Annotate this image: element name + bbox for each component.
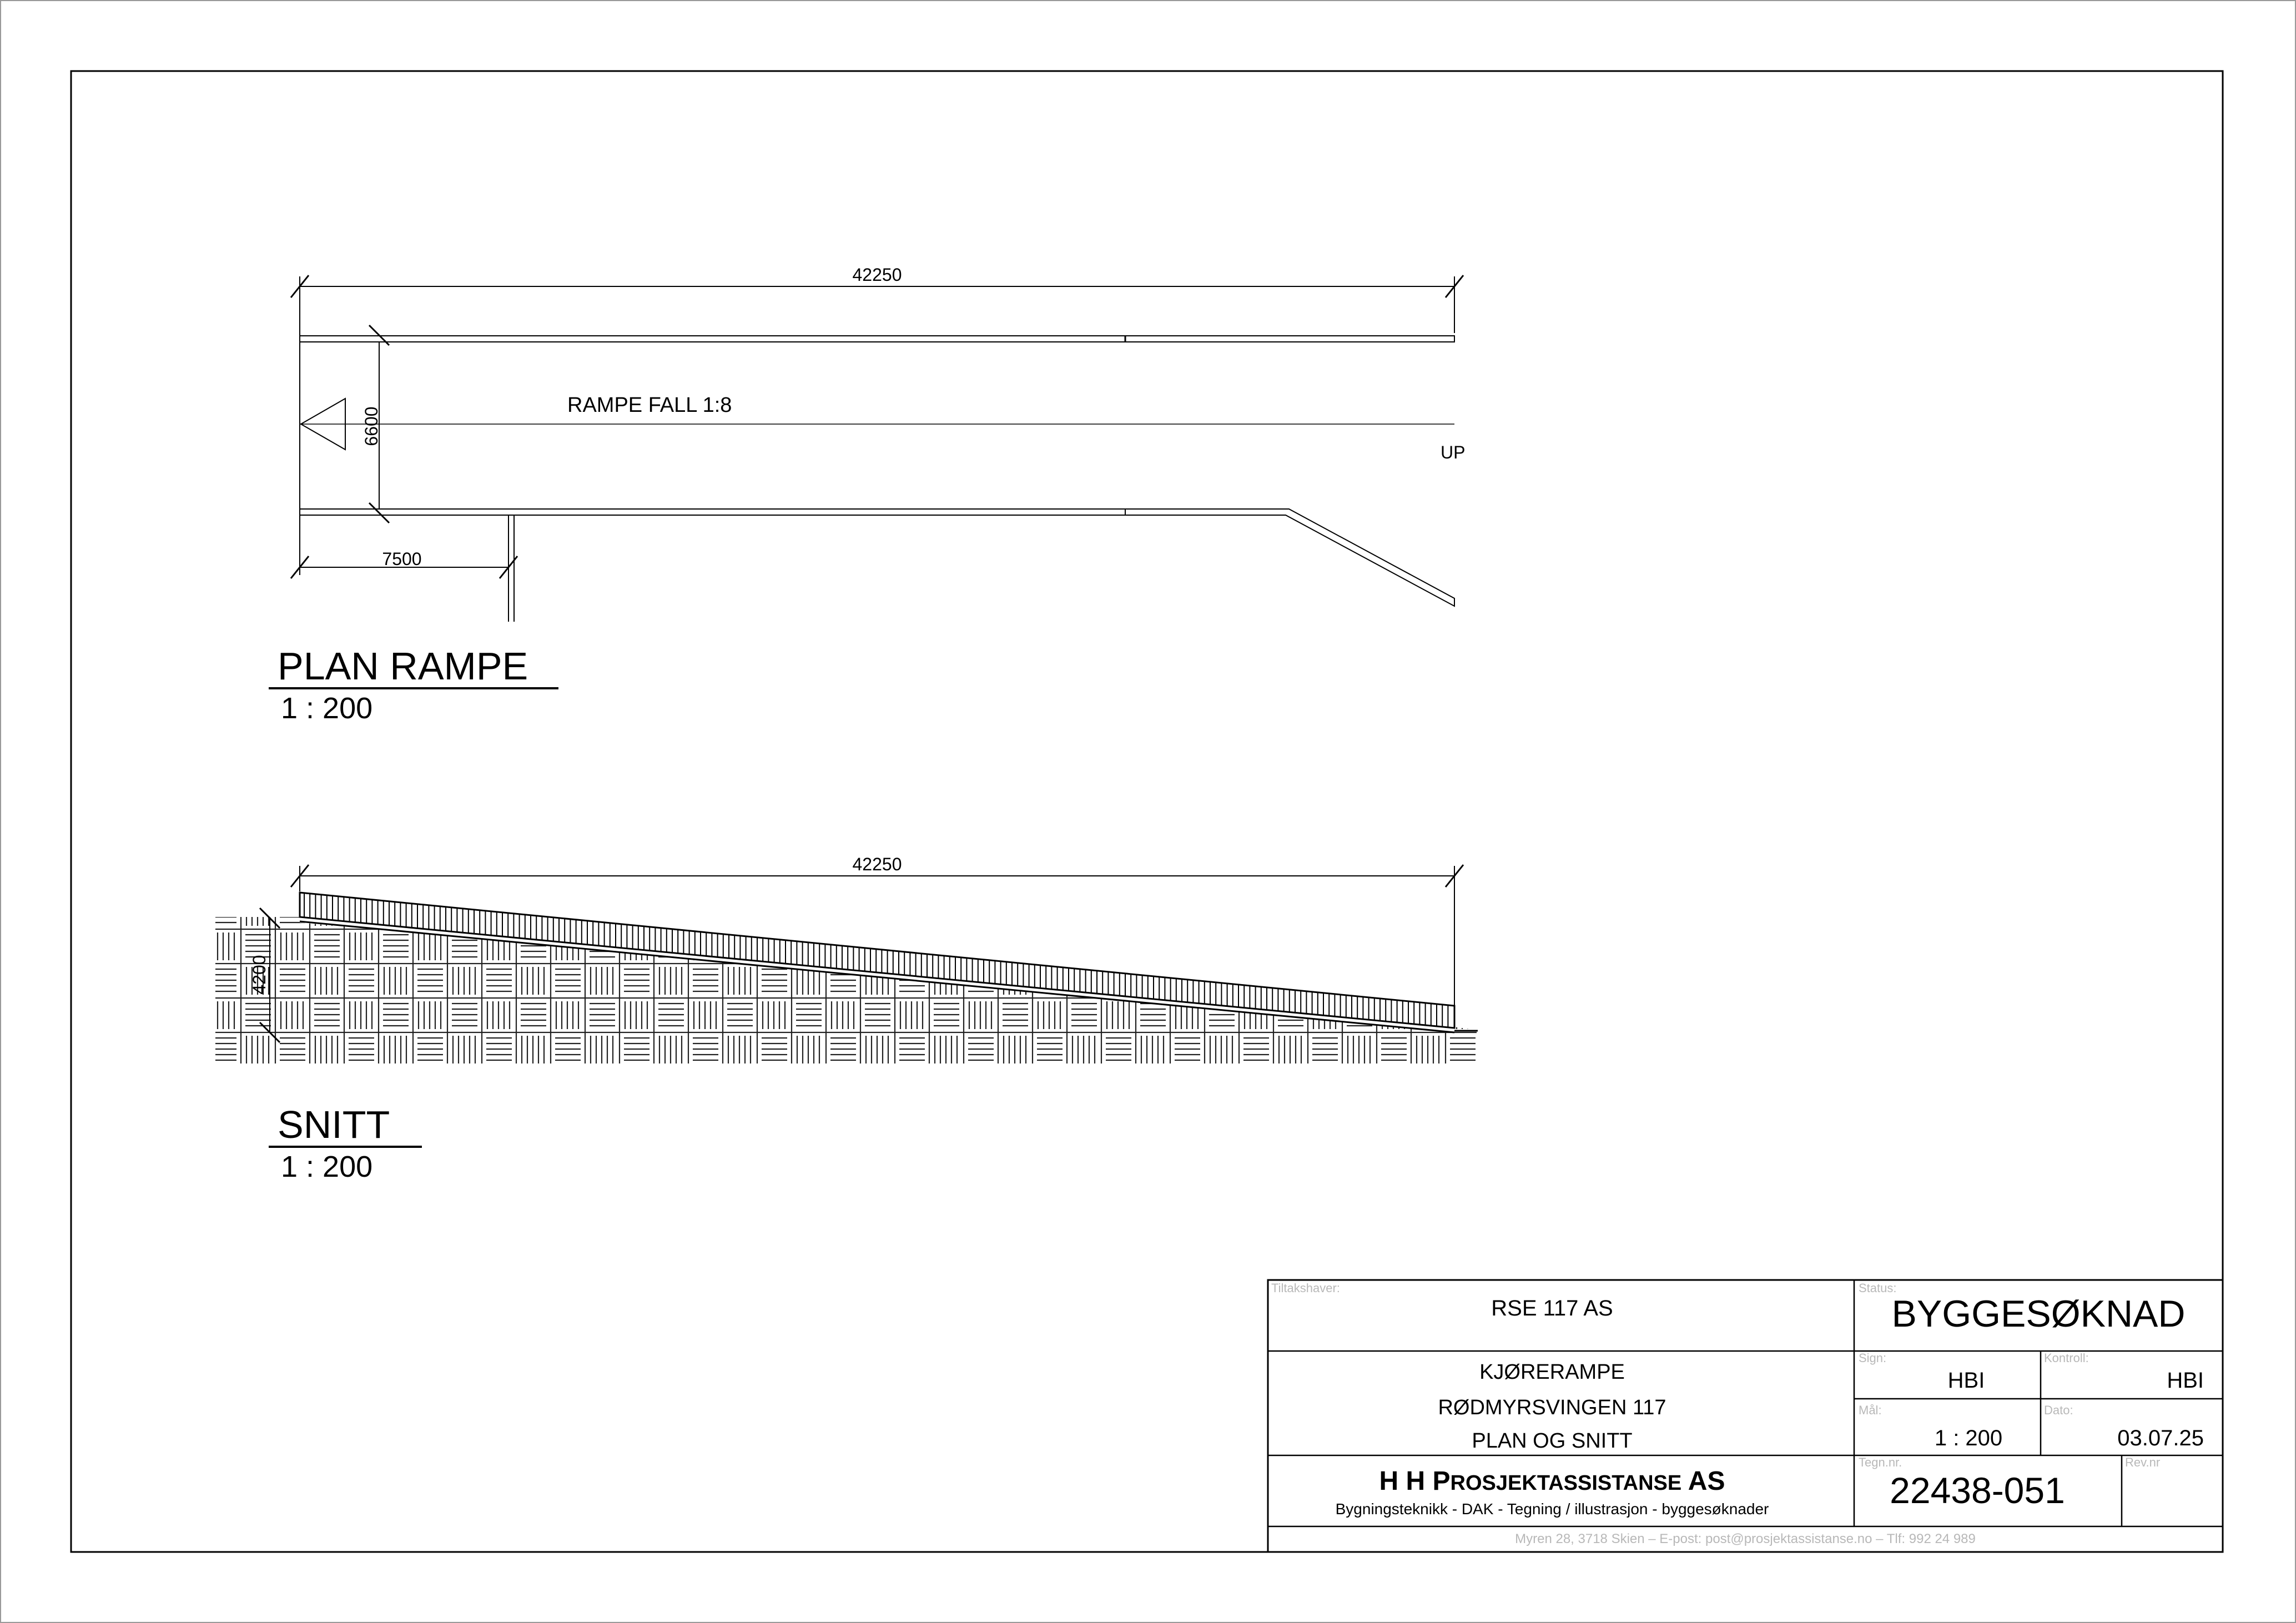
plan-title: PLAN RAMPE [278,644,528,688]
drawing-number: 22438-051 [1890,1470,2065,1511]
date-value: 03.07.25 [2117,1426,2204,1450]
plan-view [269,265,1465,725]
company-subtitle: Bygningsteknikk - DAK - Tegning / illustrasjon - byggesøknader [1335,1500,1769,1518]
owner-name: RSE 117 AS [1491,1296,1613,1320]
up-label: UP [1441,442,1466,462]
section-height-dimension: 4200 [249,955,269,995]
owner-caption: Tiltakshaver: [1271,1281,1340,1295]
plan-scale: 1 : 200 [281,692,373,725]
control-value: HBI [2167,1368,2204,1393]
status-value: BYGGESØKNAD [1891,1293,2186,1335]
ramp-fall-label: RAMPE FALL 1:8 [567,394,732,417]
company-contact-footer: Myren 28, 3718 Skien – E-post: post@prosjektassistanse.no – Tlf: 992 24 989 [1515,1531,1976,1546]
sign-value: HBI [1947,1368,1985,1393]
ramp-wall-bottom [300,509,1125,515]
scale-caption: Mål: [1859,1403,1882,1417]
company-name: H H PROSJEKTASSISTANSE AS [1379,1466,1725,1496]
date-caption: Dato: [2044,1403,2073,1417]
control-caption: Kontroll: [2044,1351,2089,1365]
offset-dimension: 7500 [382,549,422,569]
title-block [1268,1280,2223,1552]
project-line-2: RØDMYRSVINGEN 117 [1438,1396,1666,1419]
section-scale: 1 : 200 [281,1150,373,1183]
plan-length-dimension: 42250 [852,265,902,285]
section-title: SNITT [278,1103,390,1146]
scale-value: 1 : 200 [1934,1426,2003,1450]
section-length-dimension: 42250 [852,854,902,874]
sign-caption: Sign: [1859,1351,1887,1365]
status-caption: Status: [1859,1281,1897,1295]
ramp-wall-top [300,336,1454,342]
project-line-1: KJØRERAMPE [1479,1360,1625,1384]
plan-width-dimension: 6600 [361,406,381,446]
section-view [215,854,1478,1183]
revision-caption: Rev.nr [2125,1455,2161,1469]
drawing-number-caption: Tegn.nr. [1859,1455,1902,1469]
project-line-3: PLAN OG SNITT [1472,1429,1633,1453]
